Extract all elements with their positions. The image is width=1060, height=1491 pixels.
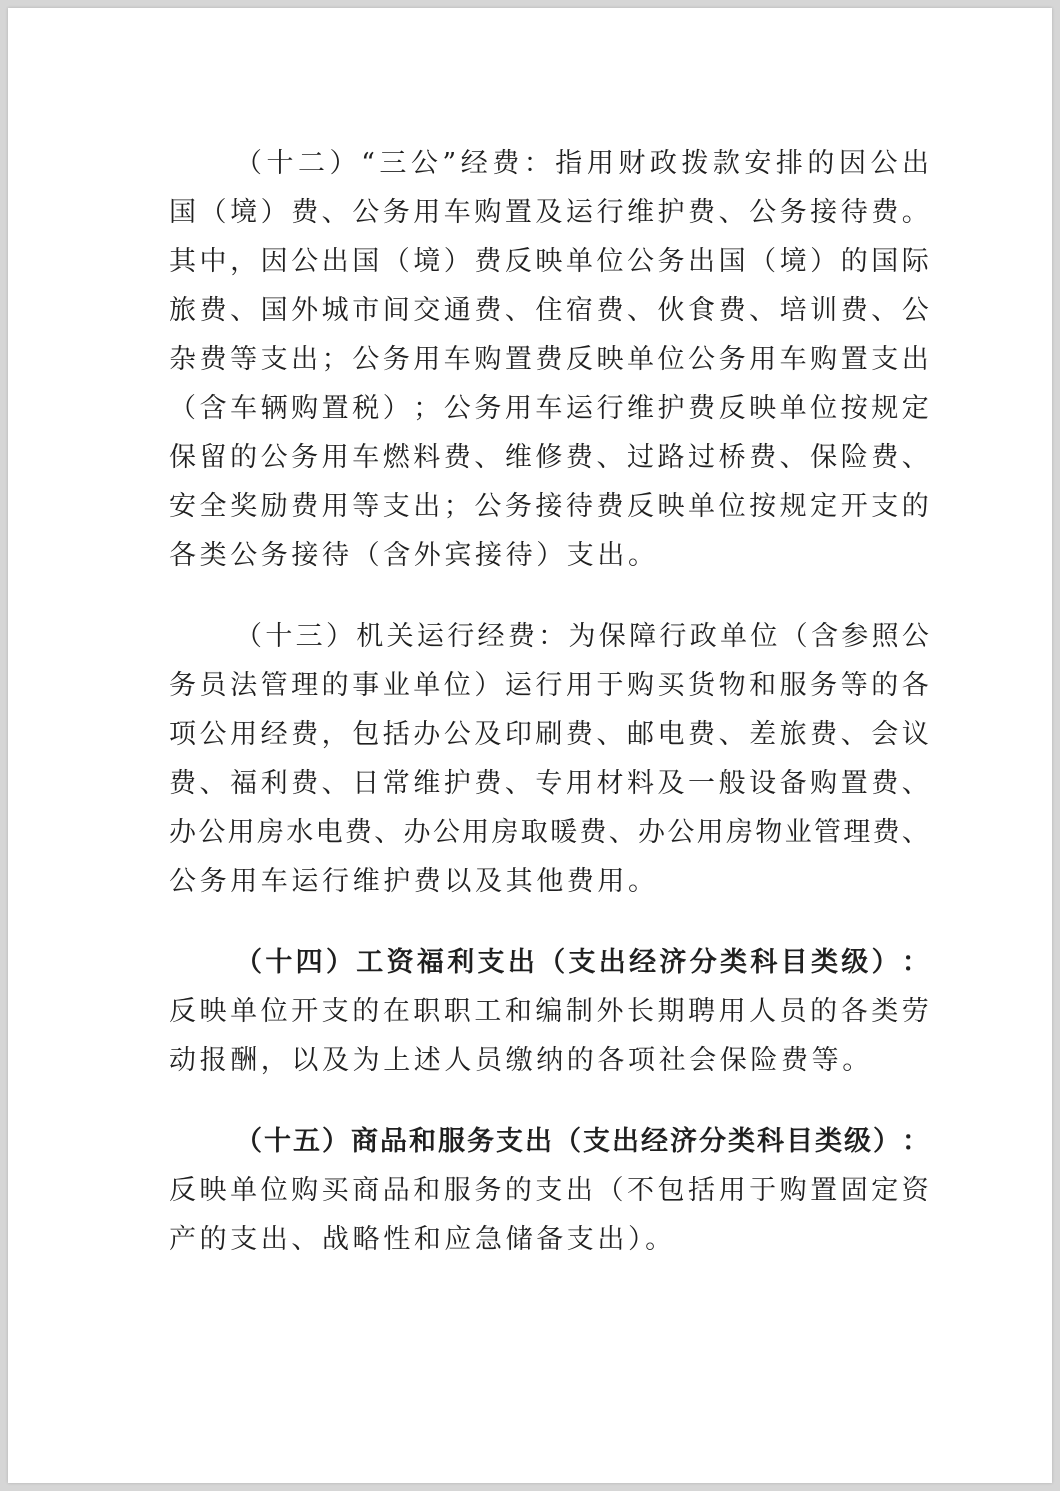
text-line: 公务用车运行维护费以及其他费用。 bbox=[169, 866, 659, 897]
text-line: 办 公 用 房 水 电 费 、 办 公 用 房 取 暖 费 、 办 公 用 房 物 业 管 理 费 、 bbox=[169, 817, 929, 848]
text-line: 杂 费 等 支 出 ； 公 务 用 车 购 置 费 反 映 单 位 公 务 用 车 购 置 支 出 bbox=[169, 344, 929, 375]
text-line: 产的支出、战略性和应急储备支出）。 bbox=[169, 1224, 676, 1255]
text-line: 反 映 单 位 购 买 商 品 和 服 务 的 支 出 （ 不 包 括 用 于 购 置 固 定 资 bbox=[169, 1175, 929, 1206]
document-body bbox=[169, 139, 929, 1296]
text-line: 保 留 的 公 务 用 车 燃 料 费 、 维 修 费 、 过 路 过 桥 费 、 保 险 费 、 bbox=[169, 442, 929, 473]
text-line: 国 （ 境 ） 费 、 公 务 用 车 购 置 及 运 行 维 护 费 、 公 务 接 待 费 。 bbox=[169, 197, 929, 228]
text-line: （ 含 车 辆 购 置 税 ） ； 公 务 用 车 运 行 维 护 费 反 映 单 位 按 规 定 bbox=[169, 393, 929, 424]
text-line: 旅 费 、 国 外 城 市 间 交 通 费 、 住 宿 费 、 伙 食 费 、 培 训 费 、 公 bbox=[169, 295, 929, 326]
paragraph-goods-services-expenditure bbox=[169, 1117, 929, 1264]
text-line: 费 、 福 利 费 、 日 常 维 护 费 、 专 用 材 料 及 一 般 设 备 购 置 费 、 bbox=[169, 768, 929, 799]
text-line: 动报酬，以及为上述人员缴纳的各项社会保险费等。 bbox=[169, 1045, 873, 1076]
text-line: （ 十 二 ） “ 三 公 ” 经 费 ： 指 用 财 政 拨 款 安 排 的 因 公 出 bbox=[235, 148, 929, 179]
text-line: 安 全 奖 励 费 用 等 支 出 ； 公 务 接 待 费 反 映 单 位 按 规 定 开 支 的 bbox=[169, 491, 929, 522]
paragraph-wage-welfare-expenditure bbox=[169, 938, 929, 1085]
text-line: （ 十 四 ） 工 资 福 利 支 出 （ 支 出 经 济 分 类 科 目 类 级 ） ： bbox=[235, 947, 929, 978]
text-line: 各类公务接待（含外宾接待）支出。 bbox=[169, 540, 659, 571]
text-line: 项 公 用 经 费 ， 包 括 办 公 及 印 刷 费 、 邮 电 费 、 差 旅 费 、 会 议 bbox=[169, 719, 929, 750]
text-line: 其 中 ， 因 公 出 国 （ 境 ） 费 反 映 单 位 公 务 出 国 （ 境 ） 的 国 际 bbox=[169, 246, 929, 277]
paragraph-san-gong-funds bbox=[169, 139, 929, 580]
paragraph-office-operating-funds bbox=[169, 612, 929, 906]
text-line: 反 映 单 位 开 支 的 在 职 职 工 和 编 制 外 长 期 聘 用 人 员 的 各 类 劳 bbox=[169, 996, 929, 1027]
text-line: （ 十 五 ） 商 品 和 服 务 支 出 （ 支 出 经 济 分 类 科 目 类 级 ） ： bbox=[235, 1126, 929, 1157]
text-line: （ 十 三 ） 机 关 运 行 经 费 ： 为 保 障 行 政 单 位 （ 含 参 照 公 bbox=[235, 621, 929, 652]
document-page bbox=[8, 8, 1052, 1483]
text-line: 务 员 法 管 理 的 事 业 单 位 ） 运 行 用 于 购 买 货 物 和 服 务 等 的 各 bbox=[169, 670, 929, 701]
